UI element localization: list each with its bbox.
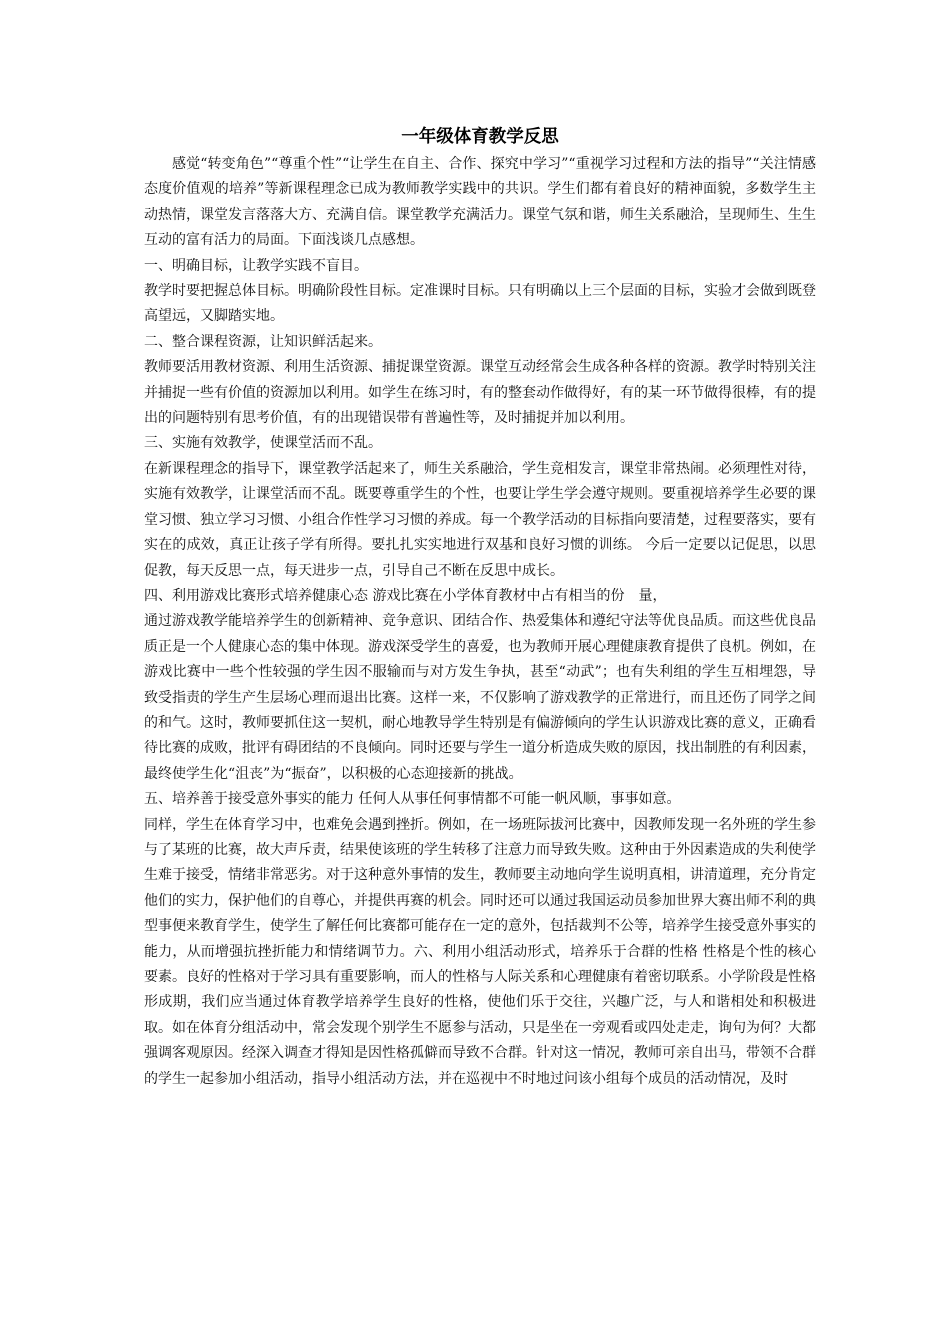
section-heading-5: 五、培养善于接受意外事实的能力 任何人从事任何事情都不可能一帆风顺，事事如意。	[144, 791, 681, 808]
document-body	[144, 124, 816, 1092]
section-heading-4: 四、利用游戏比赛形式培养健康心态 游戏比赛在小学体育教材中占有相当的份 量，	[144, 587, 667, 604]
section-body-4: 通过游戏教学能培养学生的创新精神、竞争意识、团结合作、热爱集体和遵纪守法等优良品质。而这些优良品质正是一个人健康心态的集中体现。游戏深受学生的喜爱，也为教师开展心理健康教育提供了良机。例如，在游戏比赛中一些个性较强的学生因不服输而与对方发生争执，甚至“动武”；也有失利组的学生互相埋怨，导致受指责的学生产生层场心理而退出比赛。这样一来，不仅影响了游戏教学的正常进行，而且还伤了同学之间的和气。这时，教师要抓住这一契机，耐心地教导学生特别是有偏游倾向的学生认识游戏比赛的意义，正确看待比赛的成败，批评有碍团结的不良倾向。同时还要与学生一道分析造成失败的原因，找出制胜的有利因素，最终使学生化“沮丧”为“振奋”，以积极的心态迎接新的挑战。	[144, 613, 816, 782]
section-heading-1: 一、明确目标，让教学实践不盲目。	[144, 257, 368, 274]
document-title: 一年级体育教学反思	[401, 127, 559, 147]
section-body-3: 在新课程理念的指导下，课堂教学活起来了，师生关系融洽，学生竞相发言，课堂非常热闹。必须理性对待，实施有效教学，让课堂活而不乱。既要尊重学生的个性，也要让学生学会遵守规则。要重视培养学生必要的课堂习惯、独立学习习惯、小组合作性学习习惯的养成。每一个教学活动的目标指向要清楚，过程要落实，要有实在的成效，真正让孩子学有所得。要扎扎实实地进行双基和良好习惯的训练。 今后一定要以记促思，以思促教，每天反思一点，每天进步一点，引导自己不断在反思中成长。	[144, 460, 816, 579]
intro-paragraph: 感觉“转变角色”“尊重个性”“让学生在自主、合作、探究中学习”“重视学习过程和方法的指导”“关注情感态度价值观的培养”等新课程理念已成为教师教学实践中的共识。学生们都有着良好的精神面貌，多数学生主动热情，课堂发言落落大方、充满自信。课堂教学充满活力。课堂气氛和谐，师生关系融洽，呈现师生、生生互动的富有活力的局面。下面浅谈几点感想。	[144, 156, 816, 249]
section-heading-2: 二、整合课程资源，让知识鲜活起来。	[144, 333, 382, 350]
section-heading-3: 三、实施有效教学，使课堂活而不乱。	[144, 435, 382, 452]
section-body-2: 教师要活用教材资源、利用生活资源、捕捉课堂资源。课堂互动经常会生成各种各样的资源。教学时特别关注并捕捉一些有价值的资源加以利用。如学生在练习时，有的整套动作做得好，有的某一环节做得很棒，有的提出的问题特别有思考价值，有的出现错误带有普遍性等，及时捕捉并加以利用。	[144, 359, 816, 427]
section-body-1: 教学时要把握总体目标。明确阶段性目标。定准课时目标。只有明确以上三个层面的目标，实验才会做到既登高望远，又脚踏实地。	[144, 283, 816, 325]
section-body-5: 同样，学生在体育学习中，也难免会遇到挫折。例如，在一场班际拔河比赛中，因教师发现一名外班的学生参与了某班的比赛，故大声斥责，结果使该班的学生转移了注意力而导致失败。这种由于外因素造成的失利使学生难于接受，情绪非常恶劣。对于这种意外事情的发生，教师要主动地向学生说明真相，讲清道理，充分肯定他们的实力，保护他们的自尊心，并提供再赛的机会。同时还可以通过我国运动员参加世界大赛出师不利的典型事便来教育学生，使学生了解任何比赛都可能存在一定的意外，包括裁判不公等，培养学生接受意外事实的能力，从而增强抗挫折能力和情绪调节力。六、利用小组活动形式，培养乐于合群的性格 性格是个性的核心要素。良好的性格对于学习具有重要影响，而人的性格与人际关系和心理健康有着密切联系。小学阶段是性格形成期，我们应当通过体育教学培养学生良好的性格，使他们乐于交往，兴趣广泛，与人和谐相处和积极进取。如在体育分组活动中，常会发现个别学生不愿参与活动，只是坐在一旁观看或四处走走，询句为何？大都强调客观原因。经深入调查才得知是因性格孤僻而导致不合群。针对这一情况，教师可亲自出马，带领不合群的学生一起参加小组活动，指导小组活动方法，并在巡视中不时地过问该小组每个成员的活动情况，及时	[144, 816, 816, 1087]
